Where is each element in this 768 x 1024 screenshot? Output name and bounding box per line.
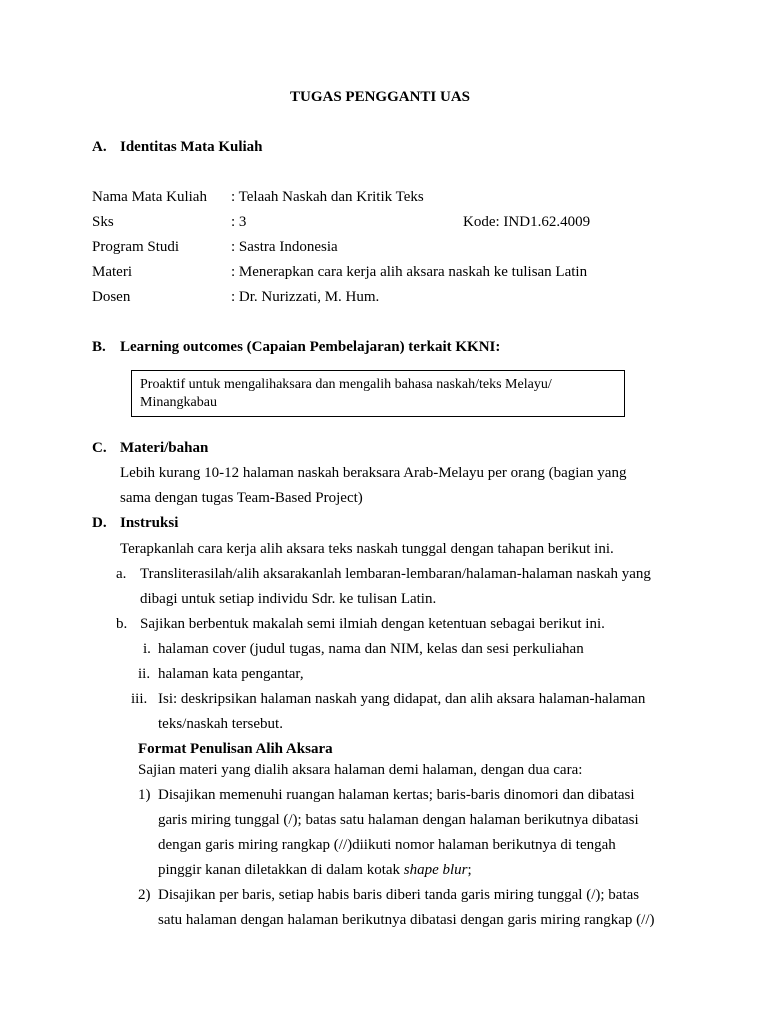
document-title: TUGAS PENGGANTI UAS bbox=[290, 89, 471, 105]
format-item-1-line-4 bbox=[158, 861, 472, 879]
identity-value-program: : Sastra Indonesia bbox=[231, 239, 338, 255]
identity-label-materi: Materi bbox=[92, 264, 132, 280]
section-c-heading: Materi/bahan bbox=[120, 440, 209, 456]
section-b-number: B. bbox=[92, 339, 106, 355]
format-intro: Sajian materi yang dialih aksara halaman demi halaman, dengan dua cara: bbox=[138, 762, 583, 778]
format-item-1-marker: 1) bbox=[138, 787, 151, 803]
identity-value-sks: : 3 bbox=[231, 214, 247, 230]
section-b-heading: Learning outcomes (Capaian Pembelajaran) terkait KKNI: bbox=[120, 339, 501, 355]
section-c-text-line-2: sama dengan tugas Team-Based Project) bbox=[120, 490, 363, 506]
format-item-1-line-4-end: ; bbox=[467, 862, 472, 878]
roman-item-iii-text: Isi: deskripsikan halaman naskah yang didapat, dan alih aksara halaman-halaman bbox=[158, 691, 646, 707]
roman-item-ii-marker: ii. bbox=[138, 666, 151, 682]
section-a-heading: Identitas Mata Kuliah bbox=[120, 139, 263, 155]
instruction-a-line-1: Transliterasilah/alih aksarakanlah lembaran-lembaran/halaman-halaman naskah yang bbox=[140, 566, 651, 582]
format-item-1-line-2: garis miring tunggal (/); batas satu halaman dengan halaman berikutnya dibatasi bbox=[158, 812, 639, 828]
section-c-number: C. bbox=[92, 440, 107, 456]
format-item-1-line-3: dengan garis miring rangkap (//)diikuti nomor halaman berikutnya di tengah bbox=[158, 837, 616, 853]
roman-item-iii-continuation: teks/naskah tersebut. bbox=[158, 716, 283, 732]
roman-item-i-marker: i. bbox=[143, 641, 151, 657]
identity-value-materi: : Menerapkan cara kerja alih aksara naskah ke tulisan Latin bbox=[231, 264, 588, 280]
instruction-a-marker: a. bbox=[116, 566, 127, 582]
section-d-heading: Instruksi bbox=[120, 515, 179, 531]
learning-outcome-line-2: Minangkabau bbox=[140, 395, 217, 410]
instruction-a-line-2: dibagi untuk setiap individu Sdr. ke tulisan Latin. bbox=[140, 591, 437, 607]
section-c-text-line-1: Lebih kurang 10-12 halaman naskah beraksara Arab-Melayu per orang (bagian yang bbox=[120, 465, 627, 481]
identity-label-sks: Sks bbox=[92, 214, 114, 230]
identity-label-dosen: Dosen bbox=[92, 289, 131, 305]
shape-blur-term: shape blur bbox=[403, 862, 468, 878]
roman-item-iii-marker: iii. bbox=[131, 691, 148, 707]
identity-value-dosen: : Dr. Nurizzati, M. Hum. bbox=[231, 289, 380, 305]
learning-outcome-line-1: Proaktif untuk mengalihaksara dan mengalih bahasa naskah/teks Melayu/ bbox=[140, 377, 552, 392]
roman-item-i-text: halaman cover (judul tugas, nama dan NIM, kelas dan sesi perkuliahan bbox=[158, 641, 584, 657]
format-item-1-line-4-text: pinggir kanan diletakkan di dalam kotak bbox=[158, 862, 404, 878]
section-a-number: A. bbox=[92, 139, 107, 155]
identity-course-code: Kode: IND1.62.4009 bbox=[463, 214, 591, 230]
format-item-2-line-1: Disajikan per baris, setiap habis baris diberi tanda garis miring tunggal (/); batas bbox=[158, 887, 640, 903]
section-d-intro: Terapkanlah cara kerja alih aksara teks naskah tunggal dengan tahapan berikut ini. bbox=[120, 541, 614, 557]
identity-label-program: Program Studi bbox=[92, 239, 180, 255]
learning-outcome-box bbox=[131, 370, 625, 417]
identity-value-course: : Telaah Naskah dan Kritik Teks bbox=[231, 189, 424, 205]
format-item-2-line-2: satu halaman dengan halaman berikutnya dibatasi dengan garis miring rangkap (//) bbox=[158, 912, 655, 928]
format-item-1-line-1: Disajikan memenuhi ruangan halaman kertas; baris-baris dinomori dan dibatasi bbox=[158, 787, 635, 803]
format-item-2-marker: 2) bbox=[138, 887, 151, 903]
section-d-number: D. bbox=[92, 515, 107, 531]
format-heading: Format Penulisan Alih Aksara bbox=[138, 741, 333, 757]
identity-label-course: Nama Mata Kuliah bbox=[92, 189, 207, 205]
instruction-b-marker: b. bbox=[116, 616, 128, 632]
roman-item-ii-text: halaman kata pengantar, bbox=[158, 666, 304, 682]
instruction-b-line-1: Sajikan berbentuk makalah semi ilmiah dengan ketentuan sebagai berikut ini. bbox=[140, 616, 605, 632]
